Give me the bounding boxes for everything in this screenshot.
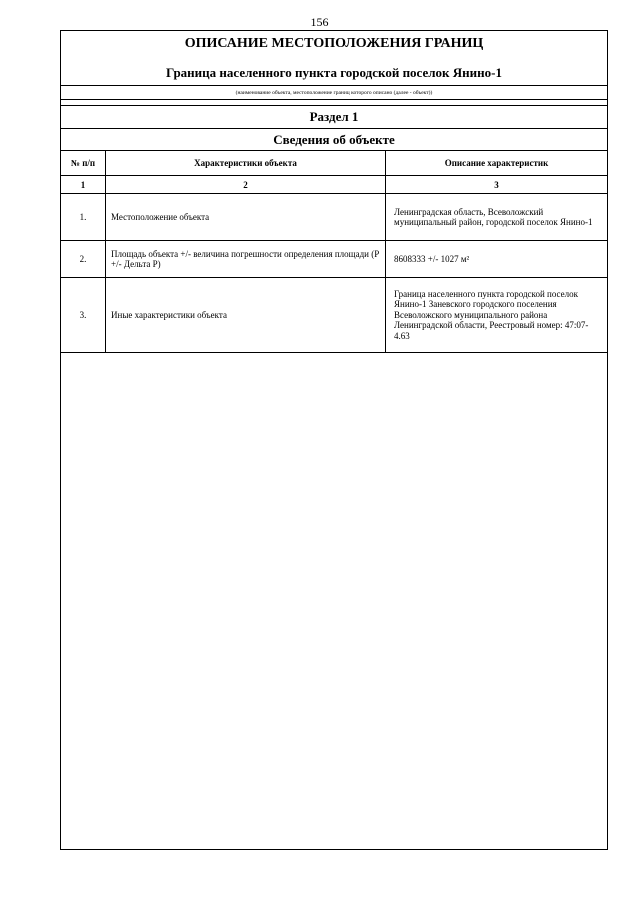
row-characteristic: Иные характеристики объекта: [106, 278, 386, 352]
table-row: [61, 278, 607, 353]
column-number: 3: [494, 179, 499, 190]
column-numbers-row: [61, 176, 607, 194]
column-number: 2: [106, 176, 386, 193]
document-frame: [60, 30, 608, 850]
table-header-row: [61, 151, 607, 176]
section-heading: Раздел 1: [61, 106, 607, 129]
row-description: Ленинградская область, Всеволожский муниципальный район, городской поселок Янино-1: [394, 206, 593, 227]
table-row: [61, 241, 607, 278]
row-description: 8608333 +/- 1027 м²: [394, 253, 470, 264]
row-characteristic: Местоположение объекта: [106, 194, 386, 240]
table-row: [61, 194, 607, 241]
document-title: ОПИСАНИЕ МЕСТОПОЛОЖЕНИЯ ГРАНИЦ: [184, 36, 484, 51]
column-number: 1: [61, 176, 106, 193]
row-characteristic: Площадь объекта +/- величина погрешности определения площади (Р +/- Дельта Р): [106, 241, 386, 277]
row-number: 1.: [61, 194, 106, 240]
section-title: Сведения об объекте: [61, 129, 607, 151]
row-number: 3.: [61, 278, 106, 352]
object-name-note: (наименование объекта, местоположение границ которого описано (далее - объект)): [61, 86, 607, 100]
header-description: Описание характеристик: [444, 158, 549, 168]
header-number: № п/п: [61, 151, 106, 175]
row-description: Граница населенного пункта городской поселок Янино-1 Заневского городского поселения Всеволожского муниципального района Ленинградской области, Реестровый номер: 47:07-4.63: [394, 289, 589, 341]
object-name: Граница населенного пункта городской поселок Янино-1: [61, 57, 607, 86]
page-number: 156: [310, 15, 329, 29]
row-number: 2.: [61, 241, 106, 277]
header-characteristic: Характеристики объекта: [106, 151, 386, 175]
